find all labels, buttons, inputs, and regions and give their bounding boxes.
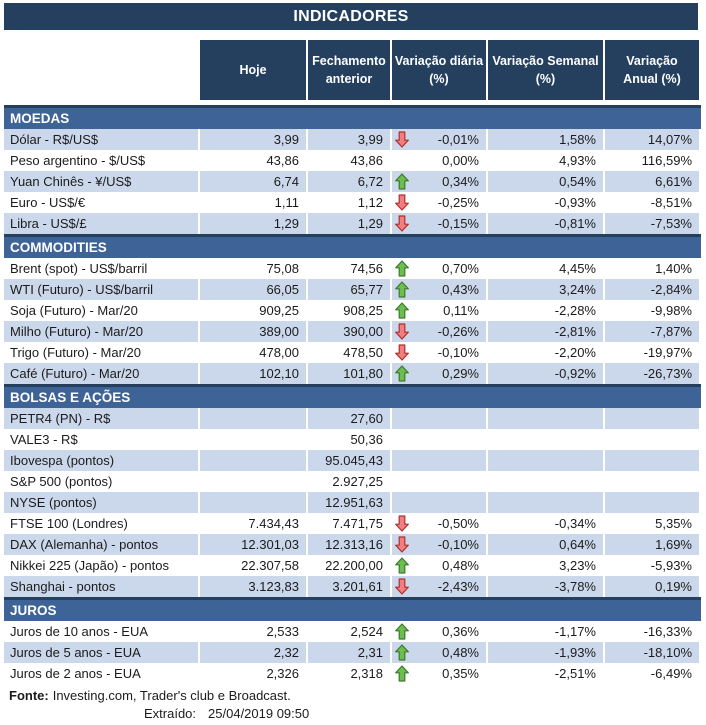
cell-hoje	[200, 408, 306, 429]
cell-fechamento-anterior: 908,25	[343, 303, 383, 318]
cell-var-anual: 1,40%	[655, 261, 692, 276]
cell-var-diaria	[392, 321, 486, 342]
table-row	[4, 621, 701, 642]
extracted-line	[4, 706, 698, 721]
var-diaria-value: 0,48%	[442, 645, 479, 660]
row-label: Euro - US$/€	[10, 195, 86, 210]
var-diaria-value: -0,10%	[437, 345, 479, 360]
arrow-up-icon	[395, 557, 409, 574]
row-label: Peso argentino - $/US$	[10, 153, 146, 168]
row-label: Juros de 10 anos - EUA	[10, 624, 149, 639]
cell-var-anual: 5,35%	[655, 516, 692, 531]
cell-var-diaria	[392, 129, 486, 150]
cell-var-semanal: -0,34%	[554, 516, 596, 531]
source-label: Fonte:	[9, 688, 49, 703]
arrow-up-icon	[395, 260, 409, 277]
column-header-variacao-anual: Variação Anual (%)	[605, 40, 699, 100]
row-label: Café (Futuro) - Mar/20	[4, 363, 198, 384]
cell-fechamento-anterior: 6,72	[308, 171, 390, 192]
cell-var-anual: -26,73%	[605, 363, 699, 384]
row-label: Yuan Chinês - ¥/US$	[4, 171, 198, 192]
cell-var-diaria	[392, 555, 486, 576]
cell-var-diaria	[392, 621, 486, 642]
cell-var-semanal: 3,23%	[559, 558, 596, 573]
row-label: WTI (Futuro) - US$/barril	[4, 279, 198, 300]
var-diaria-value: -0,26%	[437, 324, 479, 339]
cell-fechamento-anterior: 22.200,00	[325, 558, 383, 573]
column-header-variacao-diaria: Variação diária (%)	[392, 40, 486, 100]
cell-hoje: 478,00	[259, 345, 299, 360]
arrow-down-icon	[395, 215, 409, 232]
row-label: Shanghai - pontos	[4, 576, 198, 597]
cell-hoje: 66,05	[200, 279, 306, 300]
var-diaria-value: 0,34%	[442, 174, 479, 189]
cell-fechamento-anterior: 95.045,43	[308, 450, 390, 471]
cell-hoje: 3.123,83	[200, 576, 306, 597]
cell-hoje: 2,32	[200, 642, 306, 663]
cell-hoje: 389,00	[200, 321, 306, 342]
cell-hoje: 2,533	[266, 624, 299, 639]
cell-var-semanal: 0,54%	[488, 171, 603, 192]
cell-var-anual: 6,61%	[605, 171, 699, 192]
cell-var-anual: -19,97%	[643, 345, 692, 360]
cell-var-diaria	[392, 150, 486, 171]
cell-var-anual: -7,87%	[605, 321, 699, 342]
cell-hoje: 43,86	[266, 153, 299, 168]
row-label: Ibovespa (pontos)	[4, 450, 198, 471]
cell-var-anual: -7,53%	[605, 213, 699, 234]
cell-var-anual	[605, 492, 699, 513]
var-diaria-value: -0,10%	[437, 537, 479, 552]
column-header-fechamento-anterior: Fechamento anterior	[308, 40, 390, 100]
cell-hoje: 909,25	[259, 303, 299, 318]
cell-fechamento-anterior: 101,80	[308, 363, 390, 384]
arrow-down-icon	[395, 515, 409, 532]
row-label: Juros de 5 anos - EUA	[4, 642, 198, 663]
cell-hoje: 75,08	[266, 261, 299, 276]
cell-fechamento-anterior: 12.313,16	[308, 534, 390, 555]
arrow-up-icon	[395, 365, 409, 382]
cell-hoje: 102,10	[200, 363, 306, 384]
section-header: BOLSAS E AÇÕES	[4, 384, 701, 408]
page-title: INDICADORES	[293, 7, 409, 25]
cell-var-anual: -8,51%	[650, 195, 692, 210]
cell-var-semanal	[488, 471, 603, 492]
row-label: Brent (spot) - US$/barril	[10, 261, 148, 276]
cell-var-semanal: 1,58%	[488, 129, 603, 150]
var-diaria-value: 0,48%	[442, 558, 479, 573]
arrow-up-icon	[395, 665, 409, 682]
cell-hoje: 1,11	[274, 195, 299, 210]
cell-hoje: 6,74	[200, 171, 306, 192]
section-header: COMMODITIES	[4, 234, 701, 258]
cell-hoje	[200, 429, 306, 450]
cell-var-anual: -18,10%	[605, 642, 699, 663]
var-diaria-value: -0,15%	[437, 216, 479, 231]
table-row	[4, 213, 701, 234]
cell-var-semanal: 4,93%	[559, 153, 596, 168]
cell-fechamento-anterior: 27,60	[308, 408, 390, 429]
var-diaria-value: 0,43%	[442, 282, 479, 297]
cell-var-diaria	[392, 408, 486, 429]
table-row	[4, 642, 701, 663]
cell-var-diaria	[392, 171, 486, 192]
arrow-up-icon	[395, 281, 409, 298]
cell-var-semanal: 3,24%	[488, 279, 603, 300]
cell-var-anual: 116,59%	[641, 153, 692, 168]
footer	[4, 688, 698, 721]
cell-var-anual: -16,33%	[643, 624, 692, 639]
var-diaria-value: 0,70%	[442, 261, 479, 276]
var-diaria-value: -0,01%	[437, 132, 479, 147]
section-header: MOEDAS	[4, 105, 701, 129]
cell-var-semanal: -0,81%	[488, 213, 603, 234]
var-diaria-value: -2,43%	[437, 579, 479, 594]
var-diaria-value: 0,35%	[442, 666, 479, 681]
cell-var-semanal: -1,17%	[554, 624, 596, 639]
cell-fechamento-anterior: 2.927,25	[332, 474, 383, 489]
cell-hoje: 22.307,58	[241, 558, 299, 573]
cell-fechamento-anterior: 2,318	[350, 666, 383, 681]
cell-var-semanal: -2,81%	[488, 321, 603, 342]
cell-var-anual	[605, 408, 699, 429]
cell-var-semanal: -0,92%	[488, 363, 603, 384]
table-row	[4, 171, 701, 192]
source-line	[4, 688, 698, 703]
table-row	[4, 513, 701, 534]
table-row	[4, 471, 701, 492]
cell-var-diaria	[392, 258, 486, 279]
row-label: Trigo (Futuro) - Mar/20	[10, 345, 141, 360]
cell-fechamento-anterior: 65,77	[308, 279, 390, 300]
table-row	[4, 363, 701, 384]
table-row	[4, 279, 701, 300]
arrow-down-icon	[395, 131, 409, 148]
table-row	[4, 150, 701, 171]
arrow-up-icon	[395, 302, 409, 319]
cell-var-diaria	[392, 450, 486, 471]
cell-fechamento-anterior: 390,00	[308, 321, 390, 342]
var-diaria-value: 0,11%	[443, 303, 479, 318]
cell-var-semanal: -2,20%	[554, 345, 596, 360]
indicators-table	[4, 105, 701, 684]
table-row	[4, 192, 701, 213]
var-diaria-value: 0,29%	[442, 366, 479, 381]
extracted-label: Extraído:	[144, 706, 197, 721]
cell-fechamento-anterior: 2,524	[350, 624, 383, 639]
cell-var-anual	[605, 471, 699, 492]
table-row	[4, 321, 701, 342]
cell-var-semanal: -0,93%	[554, 195, 596, 210]
cell-var-anual: -6,49%	[650, 666, 692, 681]
cell-hoje: 3,99	[200, 129, 306, 150]
arrow-up-icon	[395, 644, 409, 661]
table-row	[4, 429, 701, 450]
cell-fechamento-anterior: 3,99	[308, 129, 390, 150]
cell-var-semanal	[488, 408, 603, 429]
row-label: Nikkei 225 (Japão) - pontos	[10, 558, 169, 573]
cell-hoje	[200, 471, 306, 492]
cell-fechamento-anterior: 2,31	[308, 642, 390, 663]
row-label: Juros de 2 anos - EUA	[10, 666, 141, 681]
cell-fechamento-anterior: 7.471,75	[332, 516, 383, 531]
cell-var-diaria	[392, 363, 486, 384]
cell-var-diaria	[392, 429, 486, 450]
row-label: VALE3 - R$	[10, 432, 78, 447]
cell-var-semanal: 0,64%	[488, 534, 603, 555]
cell-var-diaria	[392, 213, 486, 234]
table-row	[4, 576, 701, 597]
cell-fechamento-anterior: 43,86	[350, 153, 383, 168]
cell-var-diaria	[392, 534, 486, 555]
row-label: Soja (Futuro) - Mar/20	[10, 303, 138, 318]
cell-var-diaria	[392, 642, 486, 663]
cell-fechamento-anterior: 478,50	[343, 345, 383, 360]
row-label: PETR4 (PN) - R$	[4, 408, 198, 429]
row-label: Libra - US$/£	[4, 213, 198, 234]
cell-var-anual: -2,84%	[605, 279, 699, 300]
row-label: S&P 500 (pontos)	[10, 474, 113, 489]
arrow-down-icon	[395, 323, 409, 340]
arrow-down-icon	[395, 578, 409, 595]
cell-var-diaria	[392, 513, 486, 534]
column-header-row	[4, 40, 701, 100]
arrow-down-icon	[395, 536, 409, 553]
table-row	[4, 492, 701, 513]
cell-fechamento-anterior: 1,29	[308, 213, 390, 234]
cell-var-semanal: -2,28%	[554, 303, 596, 318]
arrow-up-icon	[395, 173, 409, 190]
var-diaria-value: -0,25%	[437, 195, 479, 210]
cell-var-anual: -9,98%	[650, 303, 692, 318]
arrow-up-icon	[395, 623, 409, 640]
arrow-down-icon	[395, 344, 409, 361]
cell-var-semanal: -2,51%	[554, 666, 596, 681]
row-label: NYSE (pontos)	[4, 492, 198, 513]
table-row	[4, 129, 701, 150]
cell-var-semanal	[488, 492, 603, 513]
cell-hoje	[200, 450, 306, 471]
cell-hoje: 2,326	[266, 666, 299, 681]
cell-fechamento-anterior: 3.201,61	[308, 576, 390, 597]
table-row	[4, 258, 701, 279]
table-row	[4, 450, 701, 471]
cell-fechamento-anterior: 12.951,63	[308, 492, 390, 513]
column-header-hoje: Hoje	[200, 40, 306, 100]
cell-var-anual: 0,19%	[605, 576, 699, 597]
table-row	[4, 534, 701, 555]
report-title-bar	[4, 3, 698, 30]
cell-var-diaria	[392, 492, 486, 513]
cell-hoje	[200, 492, 306, 513]
row-label: DAX (Alemanha) - pontos	[4, 534, 198, 555]
cell-var-diaria	[392, 192, 486, 213]
cell-var-semanal	[488, 429, 603, 450]
cell-var-diaria	[392, 663, 486, 684]
table-row	[4, 555, 701, 576]
cell-fechamento-anterior: 50,36	[350, 432, 383, 447]
table-row	[4, 663, 701, 684]
table-row	[4, 408, 701, 429]
var-diaria-value: 0,00%	[442, 153, 479, 168]
cell-hoje: 12.301,03	[200, 534, 306, 555]
header-spacer	[4, 40, 198, 100]
var-diaria-value: -0,50%	[437, 516, 479, 531]
section-header: JUROS	[4, 597, 701, 621]
cell-var-diaria	[392, 342, 486, 363]
row-label: Dólar - R$/US$	[4, 129, 198, 150]
cell-hoje: 7.434,43	[248, 516, 299, 531]
row-label: FTSE 100 (Londres)	[10, 516, 128, 531]
cell-var-anual	[605, 450, 699, 471]
cell-var-anual: 14,07%	[605, 129, 699, 150]
cell-var-anual: -5,93%	[650, 558, 692, 573]
cell-var-diaria	[392, 471, 486, 492]
row-label: Milho (Futuro) - Mar/20	[4, 321, 198, 342]
table-row	[4, 300, 701, 321]
extracted-timestamp: 25/04/2019 09:50	[208, 706, 310, 721]
cell-var-semanal: -1,93%	[488, 642, 603, 663]
table-row	[4, 342, 701, 363]
cell-hoje: 1,29	[200, 213, 306, 234]
cell-var-diaria	[392, 300, 486, 321]
arrow-down-icon	[395, 194, 409, 211]
cell-var-diaria	[392, 576, 486, 597]
var-diaria-value: 0,36%	[442, 624, 479, 639]
cell-var-anual: 1,69%	[605, 534, 699, 555]
cell-var-semanal: -3,78%	[488, 576, 603, 597]
cell-var-semanal: 4,45%	[559, 261, 596, 276]
cell-var-diaria	[392, 279, 486, 300]
cell-fechamento-anterior: 1,12	[357, 195, 383, 210]
cell-var-anual	[605, 429, 699, 450]
cell-var-semanal	[488, 450, 603, 471]
source-text: Investing.com, Trader's club e Broadcast.	[52, 688, 291, 703]
cell-fechamento-anterior: 74,56	[350, 261, 383, 276]
column-header-variacao-semanal: Variação Semanal (%)	[488, 40, 603, 100]
